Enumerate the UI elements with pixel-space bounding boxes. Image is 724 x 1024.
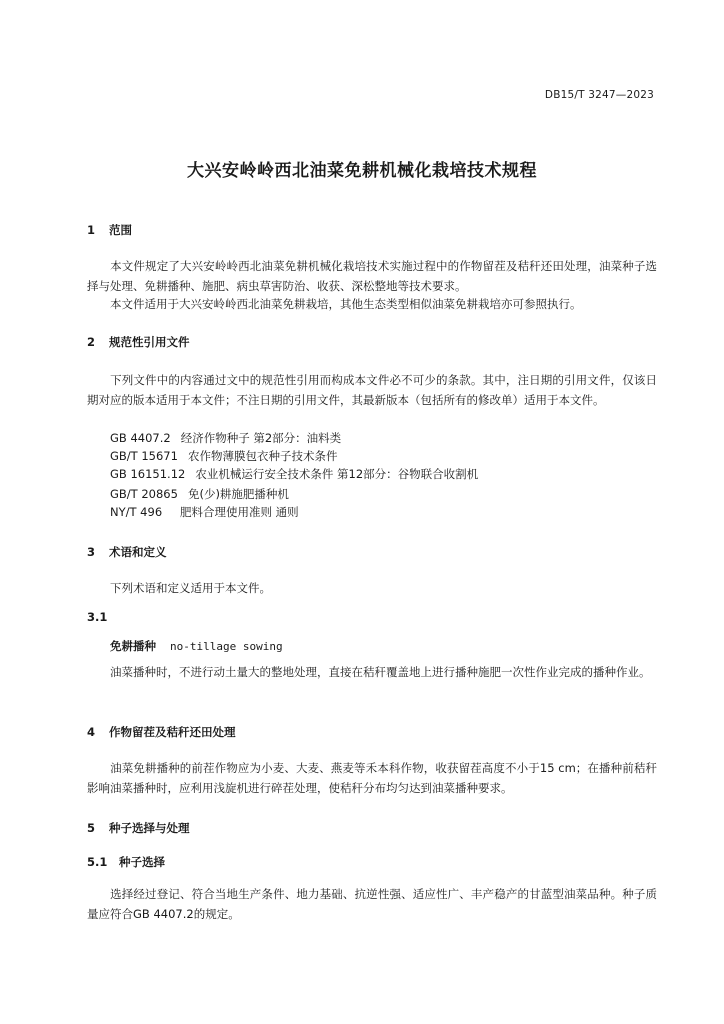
subsection-5-1-title: 种子选择 — [119, 855, 166, 869]
section-1-number: 1 — [87, 223, 96, 237]
section-1-paragraph-1-text: 本文件规定了大兴安岭岭西北油菜免耕机械化栽培技术实施过程中的作物留茬及秸秆还田处理，油菜种子选择与处理、免耕播种、施肥、病虫草害防治、收获、深松整地等技术要求。 — [87, 259, 657, 293]
reference-item — [110, 448, 337, 464]
reference-item — [110, 430, 341, 446]
reference-item — [110, 466, 478, 482]
term-english: no-tillage sowing — [170, 640, 283, 653]
reference-code: GB 16151.12 — [110, 467, 186, 481]
section-3-intro-text: 下列术语和定义适用于本文件。 — [110, 581, 271, 595]
section-2-intro — [87, 370, 657, 410]
subsection-5-1-number: 5.1 — [87, 855, 108, 869]
section-2-heading — [87, 334, 190, 350]
term-chinese: 免耕播种 — [110, 639, 156, 653]
section-3-heading — [87, 544, 167, 560]
reference-name: 经济作物种子 第2部分：油料类 — [180, 431, 342, 445]
section-1-heading — [87, 222, 132, 238]
section-5-number: 5 — [87, 821, 96, 835]
page-title: 大兴安岭岭西北油菜免耕机械化栽培技术规程 — [187, 161, 537, 181]
section-3-title: 术语和定义 — [109, 545, 167, 559]
reference-code: GB/T 15671 — [110, 449, 178, 463]
section-4-heading — [87, 724, 236, 740]
section-5-title: 种子选择与处理 — [109, 821, 190, 835]
section-5-1-paragraph — [87, 884, 657, 924]
reference-name: 免(少)耕施肥播种机 — [187, 487, 289, 501]
section-5-heading — [87, 820, 190, 836]
reference-item — [110, 504, 299, 520]
doc-code: DB15/T 3247—2023 — [544, 89, 654, 101]
term-definition — [87, 662, 657, 682]
reference-code: GB 4407.2 — [110, 431, 171, 445]
reference-name: 农业机械运行安全技术条件 第12部分：谷物联合收割机 — [195, 467, 479, 481]
section-4-paragraph-text: 油菜免耕播种的前茬作物应为小麦、大麦、燕麦等禾本科作物，收获留茬高度不小于15 cm；在播种前秸秆影响油菜播种时，应利用浅旋机进行碎茬处理，使秸秆分布均匀达到油菜播种要求。 — [87, 761, 657, 795]
reference-code: GB/T 20865 — [110, 487, 178, 501]
reference-name: 肥料合理使用准则 通则 — [180, 505, 299, 519]
section-4-title: 作物留茬及秸秆还田处理 — [109, 725, 236, 739]
section-5-1-paragraph-text: 选择经过登记、符合当地生产条件、地力基础、抗逆性强、适应性广、丰产稳产的甘蓝型油菜品种。种子质量应符合GB 4407.2的规定。 — [87, 887, 657, 921]
term-definition-text: 油菜播种时，不进行动土量大的整地处理，直接在秸秆覆盖地上进行播种施肥一次性作业完成的播种作业。 — [110, 665, 651, 679]
section-1-title: 范围 — [109, 223, 133, 237]
section-3-intro — [87, 578, 657, 598]
section-3-number: 3 — [87, 545, 96, 559]
reference-name: 农作物薄膜包衣种子技术条件 — [187, 449, 338, 463]
section-2-intro-text: 下列文件中的内容通过文中的规范性引用而构成本文件必不可少的条款。其中，注日期的引用文件，仅该日期对应的版本适用于本文件；不注日期的引用文件，其最新版本（包括所有的修改单）适用于本文件。 — [87, 373, 657, 407]
section-2-number: 2 — [87, 335, 96, 349]
reference-code: NY/T 496 — [110, 505, 163, 519]
section-2-title: 规范性引用文件 — [109, 335, 190, 349]
section-1-paragraph-2-text: 本文件适用于大兴安岭岭西北油菜免耕栽培，其他生态类型相似油菜免耕栽培亦可参照执行。 — [110, 297, 582, 311]
section-1-paragraph-2 — [87, 294, 657, 314]
reference-item — [110, 486, 289, 502]
section-1-paragraph-1 — [87, 256, 657, 296]
section-4-paragraph — [87, 758, 657, 798]
section-4-number: 4 — [87, 725, 96, 739]
subsection-3-1-number: 3.1 — [87, 610, 108, 624]
term-entry — [110, 638, 283, 654]
subsection-5-1-heading — [87, 854, 165, 870]
